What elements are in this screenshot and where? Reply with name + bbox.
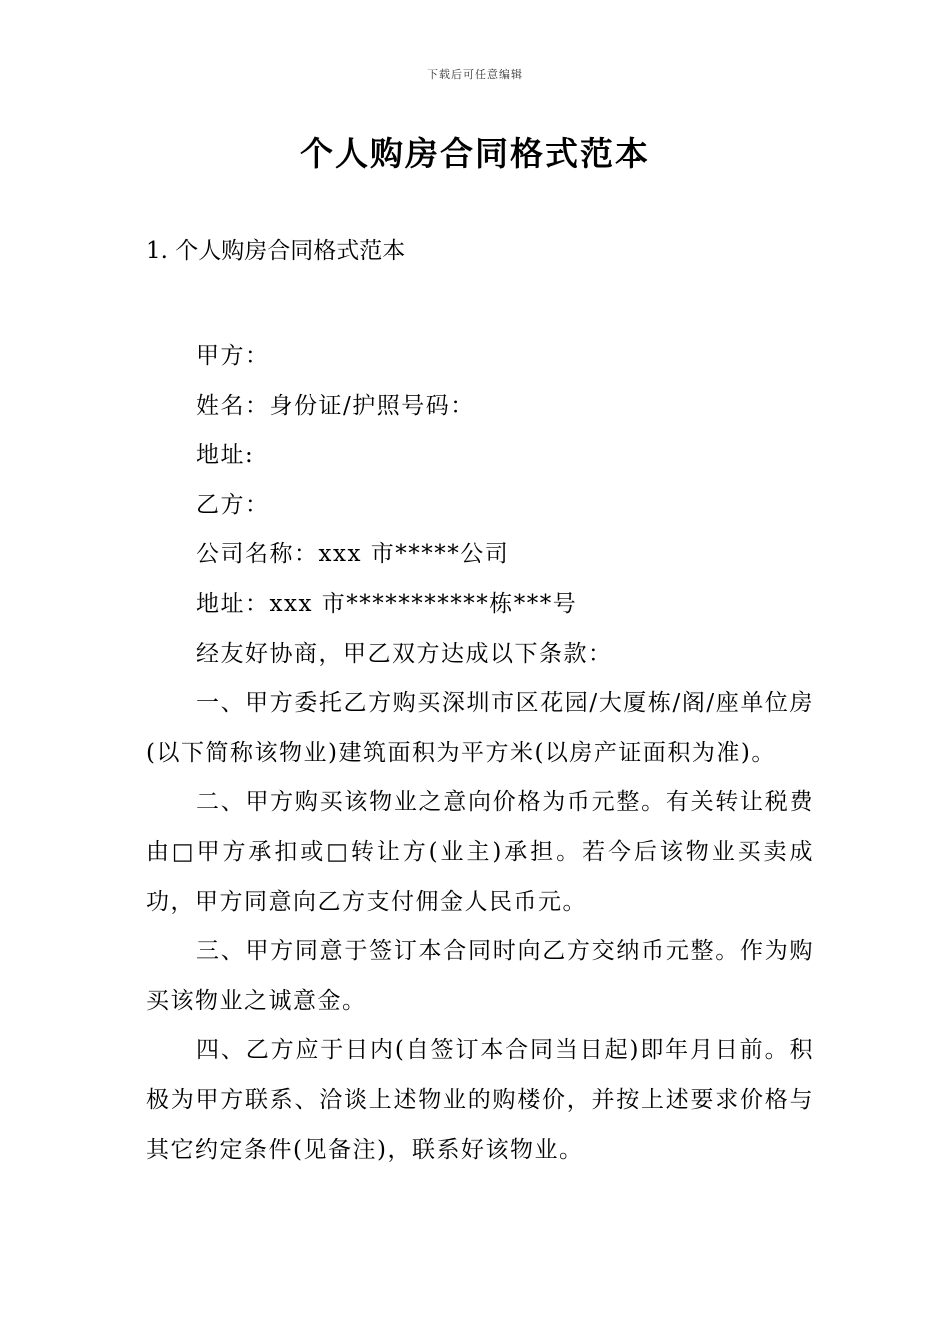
party-b-label: 乙方： [196, 491, 270, 518]
document-body [146, 332, 814, 1175]
clause-3: 三、甲方同意于签订本合同时向乙方交纳币元整。作为购买该物业之诚意金。 [146, 938, 814, 1014]
party-a-address-line: 地址: [196, 442, 255, 469]
clause-2: 二、甲方购买该物业之意向价格为币元整。有关转让税费由□甲方承扣或□转让方(业主)承担。若今后该物业买卖成功，甲方同意向乙方支付佣金人民币元。 [146, 789, 814, 915]
party-a-name-id-line: 姓名：身份证/护照号码： [196, 392, 475, 419]
agreement-intro: 经友好协商，甲乙双方达成以下条款： [196, 640, 613, 667]
document-title: 个人购房合同格式范本 [300, 134, 650, 173]
clause-4: 四、乙方应于日内(自签订本合同当日起)即年月日前。积极为甲方联系、洽谈上述物业的购楼价，并按上述要求价格与其它约定条件(见备注)，联系好该物业。 [146, 1037, 814, 1163]
clause-1: 一、甲方委托乙方购买深圳市区花园/大厦栋/阁/座单位房(以下简称该物业)建筑面积为平方米(以房产证面积为准)。 [146, 690, 814, 766]
header-note: 下载后可任意编辑 [427, 68, 523, 81]
section-heading: 1. 个人购房合同格式范本 [146, 238, 406, 264]
party-b-address-line: 地址：xxx 市***********栋***号 [196, 590, 578, 617]
party-a-label: 甲方： [196, 343, 270, 369]
party-b-company-line: 公司名称：xxx 市*****公司 [196, 541, 510, 568]
